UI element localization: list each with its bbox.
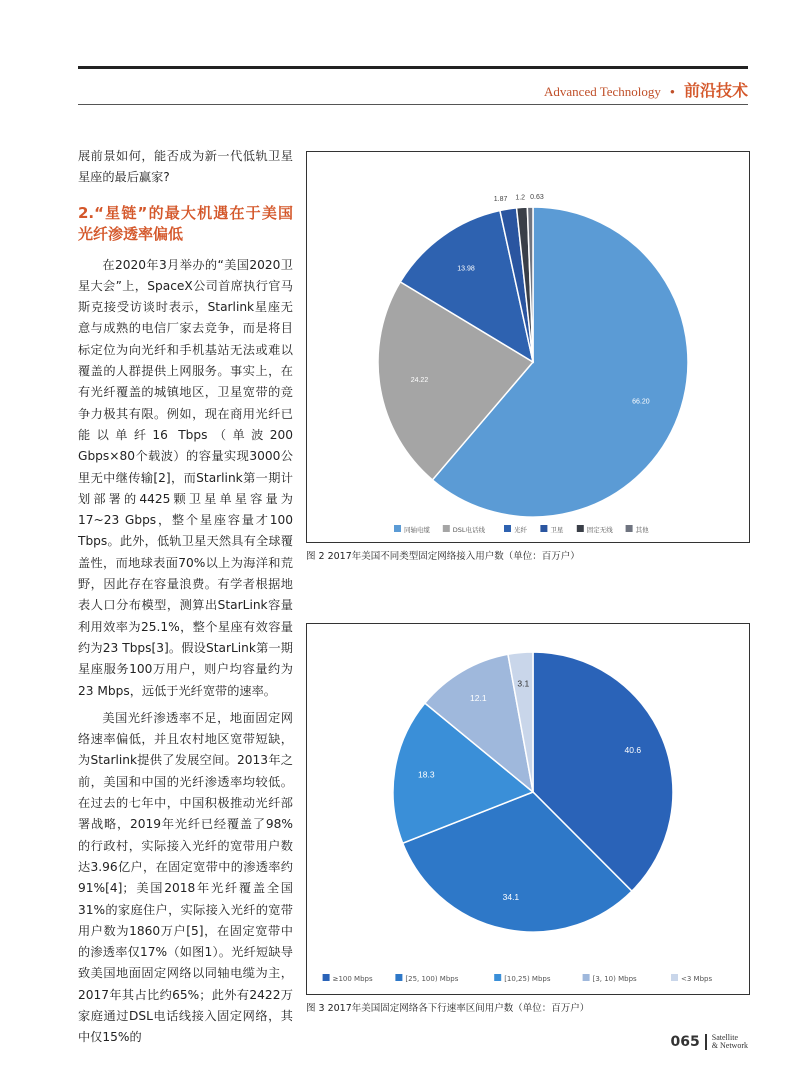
data-label-3: 18.3 bbox=[418, 769, 435, 780]
legend-item-光纤: 光纤 bbox=[514, 526, 527, 534]
header-separator: • bbox=[670, 84, 675, 99]
legend-swatch-4 bbox=[583, 974, 590, 981]
figure-2-caption: 图 2 2017年美国不同类型固定网络接入用户数（单位：百万户） bbox=[306, 551, 580, 562]
page-footer bbox=[671, 1034, 748, 1050]
data-label-5: 1.2 bbox=[515, 194, 526, 202]
legend-swatch-2 bbox=[395, 974, 402, 981]
legend-swatch-6 bbox=[626, 525, 633, 532]
paragraph-1: 在2020年3月举办的“美国2020卫星大会”上，SpaceX公司首席执行官马斯克接受访谈时表示，Starlink星座无意与成熟的电信厂家去竞争，而是将目标定位为向光纤和手机基站无法或难以覆盖的人群提供上网服务。事实上，在有光纤覆盖的城镇地区，卫星宽带的竞争力极其有限。例如，现在商用光纤已能以单纤16 Tbps（单波200 Gbps×80个载波）的容量实现3000公里无中继传输[2]，而Starlink第一期计划部署的4425颗卫星单星容量为17~23 Gbps，整个星座容量才100 Tbps。此外，低轨卫星天然具有全球覆盖性，而地球表面70%以上为海洋和荒野，因此存在容量浪费。有学者根据地表人口分布模型，测算出StarLink容量利用效率为25.1%，整个星座有效容量约为23 Tbps[3]。假设StarLink第一期星座服务100万用户，则户均容量约为23 Mbps，远低于光纤宽带的速率。 bbox=[78, 257, 293, 698]
running-header bbox=[544, 78, 748, 101]
data-label-2: 24.22 bbox=[410, 377, 429, 385]
legend-item-10-25-mbps: [10,25) Mbps bbox=[504, 975, 551, 983]
legend-item-卫星: 卫星 bbox=[550, 526, 564, 534]
legend-item-100-mbps: ≥100 Mbps bbox=[332, 975, 373, 983]
header-section-cn: 前沿技术 bbox=[683, 81, 748, 100]
text-column bbox=[78, 146, 293, 1049]
magazine-name-2: & Network bbox=[711, 1041, 748, 1050]
paragraph-2: 美国光纤渗透率不足，地面固定网络速率偏低，并且农村地区宽带短缺，为Starlink提供了发展空间。2013年之前，美国和中国的光纤渗透率均较低。在过去的七年中，中国积极推动光纤部署战略，2019年光纤已经覆盖了98%的行政村，实际接入光纤的宽带用户数达3.96亿户，在固定宽带中的渗透率约91%[4]；美国2018年光纤覆盖全国31%的家庭住户，实际接入光纤的宽带用户数为1860万户[5]，在固定宽带中的渗透率仅17%（如图1）。光纤短缺导致美国地面固定网络以同轴电缆为主，2017年其占比约65%；此外有2422万家庭通过DSL电话线接入固定网络，其中仅15%的 bbox=[78, 710, 293, 1045]
page-number: 065 bbox=[670, 1034, 700, 1050]
legend-swatch-5 bbox=[577, 525, 584, 532]
legend-item-其他: 其他 bbox=[635, 526, 649, 534]
figure-2-chart bbox=[306, 151, 750, 543]
top-rule bbox=[78, 66, 748, 69]
legend-item-25-100-mbps: [25, 100) Mbps bbox=[405, 975, 459, 983]
figure-3-svg bbox=[307, 624, 749, 994]
legend-swatch-3 bbox=[504, 525, 511, 532]
data-label-4: 12.1 bbox=[470, 693, 487, 704]
data-label-3: 13.98 bbox=[457, 265, 475, 273]
legend-item-3-10-mbps: [3, 10) Mbps bbox=[592, 975, 637, 983]
data-label-1: 66.20 bbox=[632, 398, 650, 406]
data-label-4: 1.87 bbox=[493, 195, 508, 203]
header-rule bbox=[78, 104, 748, 105]
data-label-1: 40.6 bbox=[624, 744, 642, 755]
legend-item-同轴电缆: 同轴电缆 bbox=[404, 526, 430, 534]
figure-3-chart bbox=[306, 623, 750, 995]
legend-swatch-3 bbox=[494, 974, 501, 981]
paragraph-continued: 展前景如何，能否成为新一代低轨卫星星座的最后赢家? bbox=[78, 149, 293, 185]
footer-divider bbox=[705, 1034, 707, 1050]
section-heading: 2.“星链”的最大机遇在于美国光纤渗透率偏低 bbox=[78, 203, 293, 243]
figure-2-svg bbox=[307, 152, 749, 542]
figure-3-caption: 图 3 2017年美国固定网络各下行速率区间用户数（单位：百万户） bbox=[306, 1003, 590, 1014]
data-label-2: 34.1 bbox=[502, 891, 520, 902]
magazine-logo bbox=[712, 1034, 748, 1050]
legend-swatch-1 bbox=[323, 974, 330, 981]
legend-item-固定无线: 固定无线 bbox=[586, 526, 613, 534]
header-section-en: Advanced Technology bbox=[544, 84, 661, 99]
legend-item-3-mbps: <3 Mbps bbox=[681, 975, 713, 983]
legend-swatch-2 bbox=[443, 525, 450, 532]
data-label-6: 0.63 bbox=[530, 193, 544, 201]
legend-item-dsl电话线: DSL电话线 bbox=[452, 526, 486, 534]
legend-swatch-5 bbox=[671, 974, 678, 981]
magazine-name-1: Satellite bbox=[711, 1033, 738, 1042]
legend-swatch-4 bbox=[540, 525, 547, 532]
legend-swatch-1 bbox=[394, 525, 401, 532]
data-label-5: 3.1 bbox=[517, 678, 530, 689]
